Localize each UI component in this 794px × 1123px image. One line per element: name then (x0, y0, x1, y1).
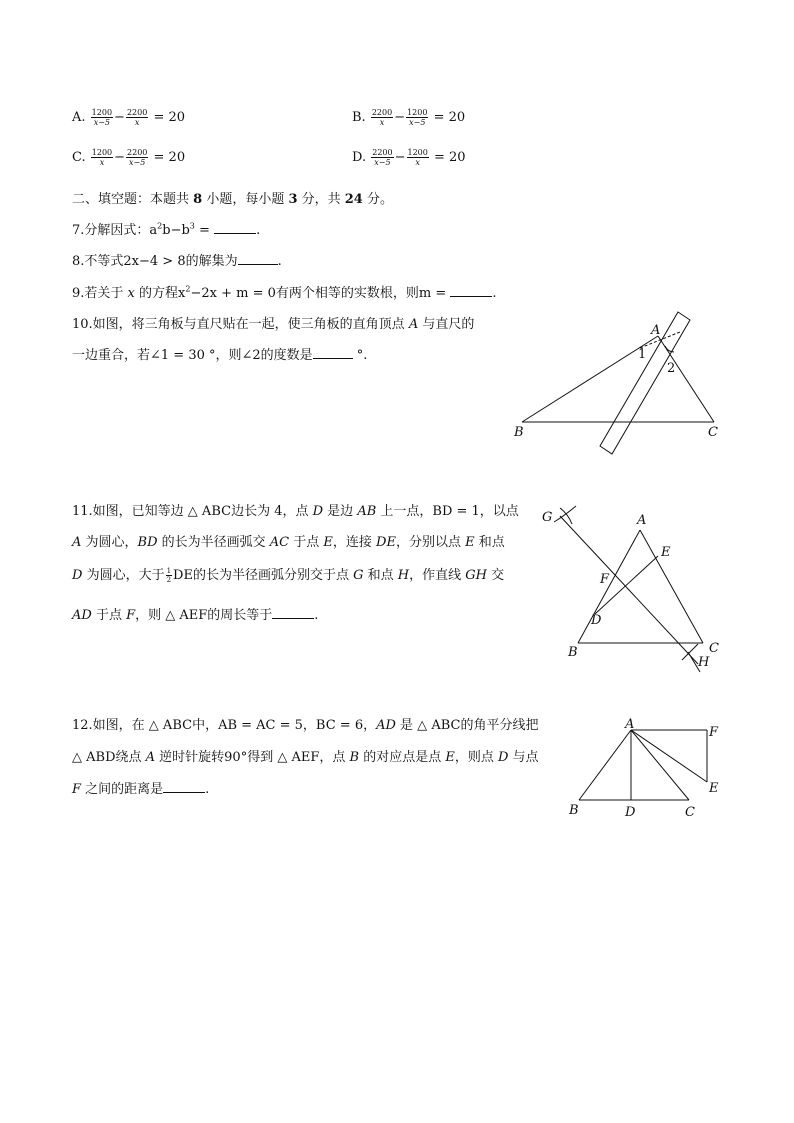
option-d: D. $\frac{2200}{x-5}$ − $\frac{1200}{x}$ = 20 (352, 148, 466, 167)
segment-ae (631, 730, 707, 782)
fraction: $\frac{1200}{x-5}$ (91, 108, 113, 127)
edge-ab (579, 730, 631, 800)
label-e: E (709, 781, 719, 796)
answer-blank[interactable] (163, 791, 205, 793)
fraction-half: $\frac{1}{2}$ (166, 567, 172, 584)
answer-blank[interactable] (272, 617, 314, 619)
label-angle-1: 1 (638, 347, 647, 362)
question-7: 7.分解因式：$a^2b-b^3$ = . (72, 221, 261, 238)
answer-blank[interactable] (238, 263, 278, 265)
label-h: H (698, 655, 710, 670)
question-11-line2: A 为圆心，BD 的长为半径画弧交 AC 于点 E，连接 DE，分别以点 E 和点 (72, 535, 505, 550)
answer-blank[interactable] (450, 295, 492, 297)
section-heading: 二、填空题：本题共 8 小题，每小题 3 分，共 24 分。 (72, 192, 393, 207)
figure-q12 (565, 712, 735, 822)
ruler (600, 312, 690, 454)
label-e: E (661, 545, 671, 560)
fraction: $\frac{2200}{x-5}$ (372, 148, 393, 167)
label-b: B (514, 425, 524, 440)
question-12-line1: 12.如图，在 △ ABC中，AB = AC = 5，BC = 6，AD 是 △ ABC的角平分线把 (72, 718, 539, 733)
label-b: B (569, 803, 579, 818)
option-letter: B. (352, 110, 366, 125)
question-11-line3: D 为圆心，大于 $\frac{1}{2}$ DE的长为半径画弧分别交于点 G 和点 H，作直线 GH 交 (72, 567, 505, 584)
answer-blank[interactable] (214, 232, 256, 234)
fraction: $\frac{2200}{x-5}$ (127, 148, 148, 167)
figure-q11 (538, 500, 728, 680)
label-a: A (625, 717, 635, 732)
question-12-line3: F 之间的距离是 . (72, 782, 210, 797)
fraction: $\frac{1200}{x-5}$ (407, 108, 428, 127)
question-9: 9.若关于 x 的方程$x^2-2x + m = 0$有两个相等的实数根，则m = . (72, 284, 497, 301)
question-8: 8.不等式2x−4 > 8的解集为 . (72, 254, 282, 269)
question-11-line1: 11.如图，已知等边 △ ABC边长为 4，点 D 是边 AB 上一点，BD = 1，以点 (72, 504, 519, 519)
fraction: $\frac{1200}{x}$ (407, 148, 428, 167)
option-c: C. $\frac{1200}{x}$ − $\frac{2200}{x-5}$ = 20 (72, 148, 186, 167)
line-gh (560, 516, 698, 664)
question-11-line4: AD 于点 F，则 △ AEF的周长等于 . (72, 608, 319, 623)
label-c: C (708, 425, 718, 440)
label-angle-2: 2 (667, 361, 676, 376)
option-a: A. $\frac{1200}{x-5}$ − $\frac{2200}{x}$ = 20 (72, 108, 186, 127)
option-letter: C. (72, 150, 86, 165)
label-f: F (709, 725, 719, 740)
option-letter: D. (352, 150, 367, 165)
figure-q10 (510, 308, 730, 458)
label-d: D (625, 805, 636, 820)
edge-ac (631, 730, 689, 800)
fraction: $\frac{2200}{x}$ (371, 108, 393, 127)
question-12-line2: △ ABD绕点 A 逆时针旋转90°得到 △ AEF，点 B 的对应点是点 E，则点 D 与点 (72, 750, 539, 765)
label-f: F (600, 572, 610, 587)
label-c: C (685, 805, 695, 820)
edge-ac (640, 530, 703, 643)
label-a: A (651, 323, 661, 338)
label-a: A (637, 513, 647, 528)
option-b: B. $\frac{2200}{x}$ − $\frac{1200}{x-5}$ = 20 (352, 108, 466, 127)
label-d: D (591, 613, 602, 628)
label-c: C (709, 641, 719, 656)
question-10-line1: 10.如图，将三角板与直尺贴在一起，使三角板的直角顶点 A 与直尺的 (72, 317, 475, 332)
option-letter: A. (72, 110, 86, 125)
fraction: $\frac{2200}{x}$ (126, 108, 148, 127)
label-g: G (542, 510, 553, 525)
answer-blank[interactable] (313, 357, 353, 359)
fraction: $\frac{1200}{x}$ (91, 148, 113, 167)
label-b: B (568, 645, 578, 660)
question-10-line2: 一边重合，若∠1 = 30 °，则∠2的度数是 °. (72, 348, 368, 363)
